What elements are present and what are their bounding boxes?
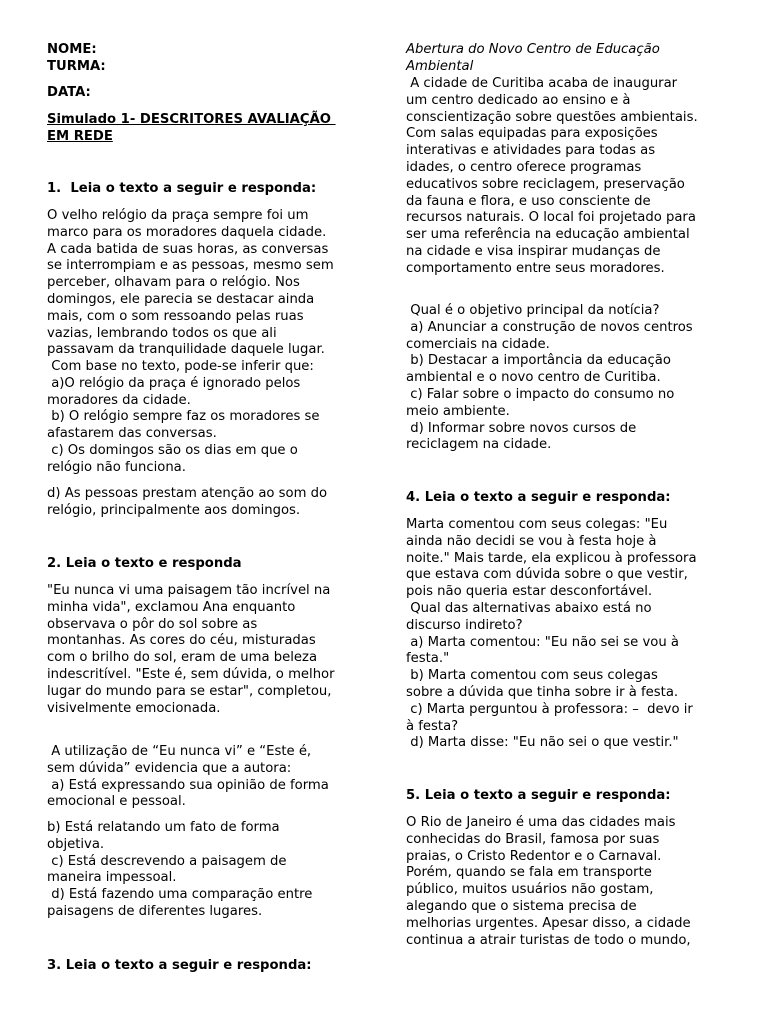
question-5-text: público, muitos usuários não gostam, [406,882,654,898]
question-3-text: A cidade de Curitiba acaba de inaugurar [406,76,678,91]
data-label: DATA: [47,85,91,100]
question-1-options: moradores da cidade. [47,392,191,408]
question-2-options: objetiva. [47,836,105,852]
question-4-text: discurso indireto? [406,617,523,633]
question-1-text: domingos, ele parecia se destacar ainda [47,292,315,307]
question-1-options: a)O relógio da praça é ignorado pelos [47,375,301,391]
nome-label: NOME: [47,42,97,57]
question-3-text: recursos naturais. O local foi projetado para [406,210,696,226]
question-1-text: O velho relógio da praça sempre foi um [47,208,309,223]
question-4-text: ainda não decidi se vou à festa hoje à [406,533,657,549]
question-2-question: a) Está expressando sua opinião de forma [47,777,329,793]
question-2-question: A utilização de “Eu nunca vi” e “Este é, [47,744,312,759]
question-3-text: Com salas equipadas para exposições [406,126,658,142]
question-5-text: O Rio de Janeiro é uma das cidades mais [406,815,676,830]
question-3-text: na cidade e visa inspirar mudanças de [406,244,661,259]
question-3-text: educativos sobre reciclagem, preservação [406,176,685,192]
question-4-heading: 4. Leia o texto a seguir e responda: [406,490,671,505]
question-3-title: Ambiental [406,58,474,74]
question-1-heading: 1. Leia o texto a seguir e responda: [47,181,317,196]
question-4-text: Qual das alternativas abaixo está no [406,601,652,616]
question-4-text: d) Marta disse: "Eu não sei o que vestir." [406,735,679,751]
question-3-options: d) Informar sobre novos cursos de [406,420,637,436]
question-3-options: ambiental e o novo centro de Curitiba. [406,370,661,386]
question-4-text: à festa? [406,718,459,734]
question-2-text: indescritível. "Este é, sem dúvida, o melhor [47,667,335,682]
question-1-option-d: d) As pessoas prestam atenção ao som do [47,486,328,501]
question-4-text: noite." Mais tarde, ela explicou à professora [406,550,697,566]
question-3-options: a) Anunciar a construção de novos centros [406,319,693,335]
question-5-text: Porém, quando se fala em transporte [406,865,652,881]
question-2-text: visivelmente emocionada. [47,700,221,716]
question-3-text: conscientização sobre questões ambientais. [406,109,698,125]
question-2-question: sem dúvida” evidencia que a autora: [47,760,292,776]
question-2-heading: 2. Leia o texto e responda [47,556,242,571]
question-2-options: b) Está relatando um fato de forma [47,820,280,835]
question-4-text: a) Marta comentou: "Eu não sei se vou à [406,634,679,650]
document-title: Simulado 1- DESCRITORES AVALIAÇÃO [47,112,336,127]
question-3-options: reciclagem na cidade. [406,437,552,453]
question-2-text: "Eu nunca vi uma paisagem tão incrível na [47,583,331,598]
question-5-text: melhorias urgentes. Apesar disso, a cidade [406,915,691,931]
question-3-options: c) Falar sobre o impacto do consumo no [406,387,675,402]
question-2-text: lugar do mundo para se estar", completou, [47,683,332,699]
question-4-text: sobre a dúvida que tinha sobre ir à festa. [406,685,679,700]
question-2-options: paisagens de diferentes lugares. [47,904,263,919]
question-2-text: montanhas. As cores do céu, misturadas [47,633,316,649]
question-2-text: minha vida", exclamou Ana enquanto [47,599,296,615]
question-1-options: c) Os domingos são os dias em que o [47,443,298,458]
question-3-text: comportamento entre seus moradores. [406,260,665,276]
question-3-options: meio ambiente. [406,403,510,419]
question-3-title: Abertura do Novo Centro de Educação [406,42,660,57]
question-3-heading: 3. Leia o texto a seguir e responda: [47,958,312,973]
question-2-options: c) Está descrevendo a paisagem de [47,853,287,869]
question-2-text: com o brilho do sol, eram de uma beleza [47,650,318,666]
question-4-text: b) Marta comentou com seus colegas [406,668,658,684]
question-4-text: c) Marta perguntou à professora: – devo ir [406,701,693,717]
question-3-options: b) Destacar a importância da educação [406,353,671,369]
question-5-text: praias, o Cristo Redentor e o Carnaval. [406,848,662,864]
question-2-options: maneira impessoal. [47,870,177,886]
question-3-options: Qual é o objetivo principal da notícia? [406,303,660,318]
question-1-text: marco para os moradores daquela cidade. [47,224,327,240]
question-3-options: comerciais na cidade. [406,336,550,352]
turma-label: TURMA: [47,59,106,74]
question-2-text: observava o pôr do sol sobre as [47,616,258,632]
question-4-text: pois não queria estar desconfortável. [406,584,653,600]
document-title: EM REDE [47,128,113,144]
question-3-text: da fauna e flora, e uso consciente de [406,193,651,209]
question-2-options: d) Está fazendo uma comparação entre [47,887,313,903]
question-1-text: passavam da tranquilidade daquele lugar. [47,342,325,358]
question-1-options: relógio não funciona. [47,459,186,475]
question-5-text: continua a atrair turistas de todo o mundo, [406,932,691,948]
question-1-options: Com base no texto, pode-se inferir que: [47,359,314,374]
question-1-text: A cada batida de suas horas, as conversas [47,241,329,257]
question-1-options: afastarem das conversas. [47,426,217,442]
question-5-text: conhecidas do Brasil, famosa por suas [406,831,660,847]
question-3-text: ser uma referência na educação ambiental [406,227,690,243]
question-4-text: que estava com dúvida sobre o que vestir, [406,567,688,583]
question-3-text: interativas e atividades para todas as [406,143,656,159]
question-5-text: alegando que o sistema precisa de [406,899,637,914]
question-4-text: Marta comentou com seus colegas: "Eu [406,517,668,532]
question-4-text: festa." [406,651,450,667]
question-1-text: perceber, olhavam para o relógio. Nos [47,275,300,291]
question-1-text: mais, com o som ressoando pelas ruas [47,308,304,324]
question-3-text: um centro dedicado ao ensino e à [406,92,631,108]
question-3-text: idades, o centro oferece programas [406,160,642,175]
question-1-text: se interrompiam e as pessoas, mesmo sem [47,258,334,274]
question-5-heading: 5. Leia o texto a seguir e responda: [406,788,671,803]
question-1-option-d: relógio, principalmente aos domingos. [47,502,301,518]
question-1-text: vazias, lembrando todos os que ali [47,325,277,341]
question-2-question: emocional e pessoal. [47,794,186,810]
question-1-options: b) O relógio sempre faz os moradores se [47,409,320,425]
